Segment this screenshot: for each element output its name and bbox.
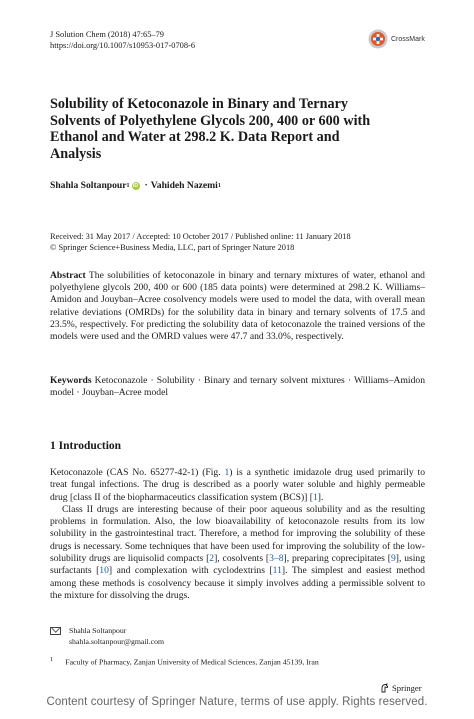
journal-citation: J Solution Chem (2018) 47:65–79 [50, 30, 164, 39]
citation-link[interactable]: 1 [312, 491, 318, 503]
springer-logo [380, 683, 422, 693]
orcid-icon[interactable]: iD [133, 182, 139, 189]
figure-reference[interactable]: 1 [224, 467, 230, 478]
author-name[interactable]: Shahla Soltanpour [50, 180, 127, 191]
text-run: ]. [317, 491, 324, 503]
copyright-notice: Content courtesy of Springer Nature, terms of use apply. Rights reserved. [46, 696, 428, 708]
abstract-text: The solubilities of ketoconazole in binary and ternary mixtures of water, ethanol and polyethylene glycols 200, 400 or 600 (185 data points) were determined at 298.2 K. Williams–Amidon and Jouyban–Acree cosolvency models were used to model the data, with overall mean relative deviations (OMRDs) for the solubility data in binary and ternary solvents of 17.5 and 23.5%, respectively. For predicting the solubility data of ketoconazole the trained versions of the models were used and the OMRD values were 47.7 and 33.0%, respectively. [50, 270, 425, 343]
text-run: Ketoconazole (CAS No. 65277-42-1) (Fig. [50, 467, 225, 478]
text-run: ], cosolvents [ [214, 553, 270, 565]
text-run: ]. The simplest and easiest method among these methods is cosolvency because it simply involves adding a permissible solvent to the mixture for dissolving the drugs. [50, 565, 425, 601]
paragraph [50, 467, 425, 504]
citation-link[interactable]: 2 [209, 553, 215, 565]
abstract-block [50, 270, 425, 343]
envelope-icon [50, 627, 61, 635]
corresponding-name: Shahla Soltanpour [69, 626, 127, 635]
text-run: ) is a synthetic imidazole drug used primarily to treat fungal infections. The drug is described as a poorly water soluble and highly permeable drug [class II of the biopharmaceutics classification system (BCS)] [ [50, 467, 425, 503]
text-run: ], preparing coprecipitates [ [283, 553, 391, 565]
affiliation-text: Faculty of Pharmacy, Zanjan University of Medical Sciences, Zanjan 45139, Iran [65, 657, 319, 667]
publication-history [50, 231, 351, 253]
paragraph [50, 504, 425, 602]
citation-link[interactable]: 10 [99, 565, 109, 577]
received-accepted-dates: Received: 31 May 2017 / Accepted: 10 October 2017 / Published online: 11 January 2018 [50, 232, 351, 241]
author-list [50, 180, 221, 191]
author-separator: · [144, 180, 148, 191]
journal-header [50, 29, 195, 51]
keywords-label: Keywords [50, 375, 92, 386]
text-run: ], using surfactants [ [50, 553, 426, 577]
crossmark-icon [368, 29, 388, 49]
text-run: Class II drugs are interesting because of their poor aqueous solubility and as the resulting problems in formulation. Also, the low bioavailability of ketoconazole results from its low solubility in the gastrointestinal tract. Therefore, a method for improving the solubility of these drugs is necessary. Some techniques that have been used for improving the solubility of the low-solubility drugs are liquisolid compacts [ [50, 503, 425, 565]
doi-link[interactable]: https://doi.org/10.1007/s10953-017-0708-6 [50, 41, 196, 50]
affiliation-marker: 1 [217, 182, 221, 189]
text-run: ] and complexation with cyclodextrins [ [108, 565, 273, 577]
crossmark-label: CrossMark [391, 35, 425, 43]
springer-horse-icon [380, 683, 389, 693]
keywords-text: Ketoconazole · Solubility · Binary and ternary solvent mixtures · Williams–Amidon model · Jouyban–Acree model [50, 375, 425, 399]
keywords-block [50, 375, 425, 399]
introduction-body [50, 467, 425, 602]
affiliation-footnote [50, 656, 319, 667]
citation-link[interactable]: 9 [390, 553, 396, 565]
abstract-label: Abstract [50, 270, 86, 281]
crossmark-badge[interactable] [368, 29, 425, 49]
affiliation-number: 1 [50, 656, 54, 663]
copyright-line: © Springer Science+Business Media, LLC, part of Springer Nature 2018 [50, 243, 295, 253]
corresponding-author [50, 626, 164, 647]
citation-link[interactable]: 11 [272, 565, 282, 577]
corresponding-email[interactable]: shahla.soltanpour@gmail.com [69, 636, 165, 646]
citation-link[interactable]: 3–8 [269, 553, 284, 565]
section-heading: 1 Introduction [50, 440, 122, 452]
author-name[interactable]: Vahideh Nazemi [150, 180, 218, 191]
article-title: Solubility of Ketoconazole in Binary and Ternary Solvents of Polyethylene Glycols 200, 400 or 600 with Ethanol and Water at 298.2 K. Data Report and Analysis [50, 96, 371, 162]
affiliation-marker: 1 [126, 182, 130, 189]
springer-label: Springer [392, 683, 422, 693]
